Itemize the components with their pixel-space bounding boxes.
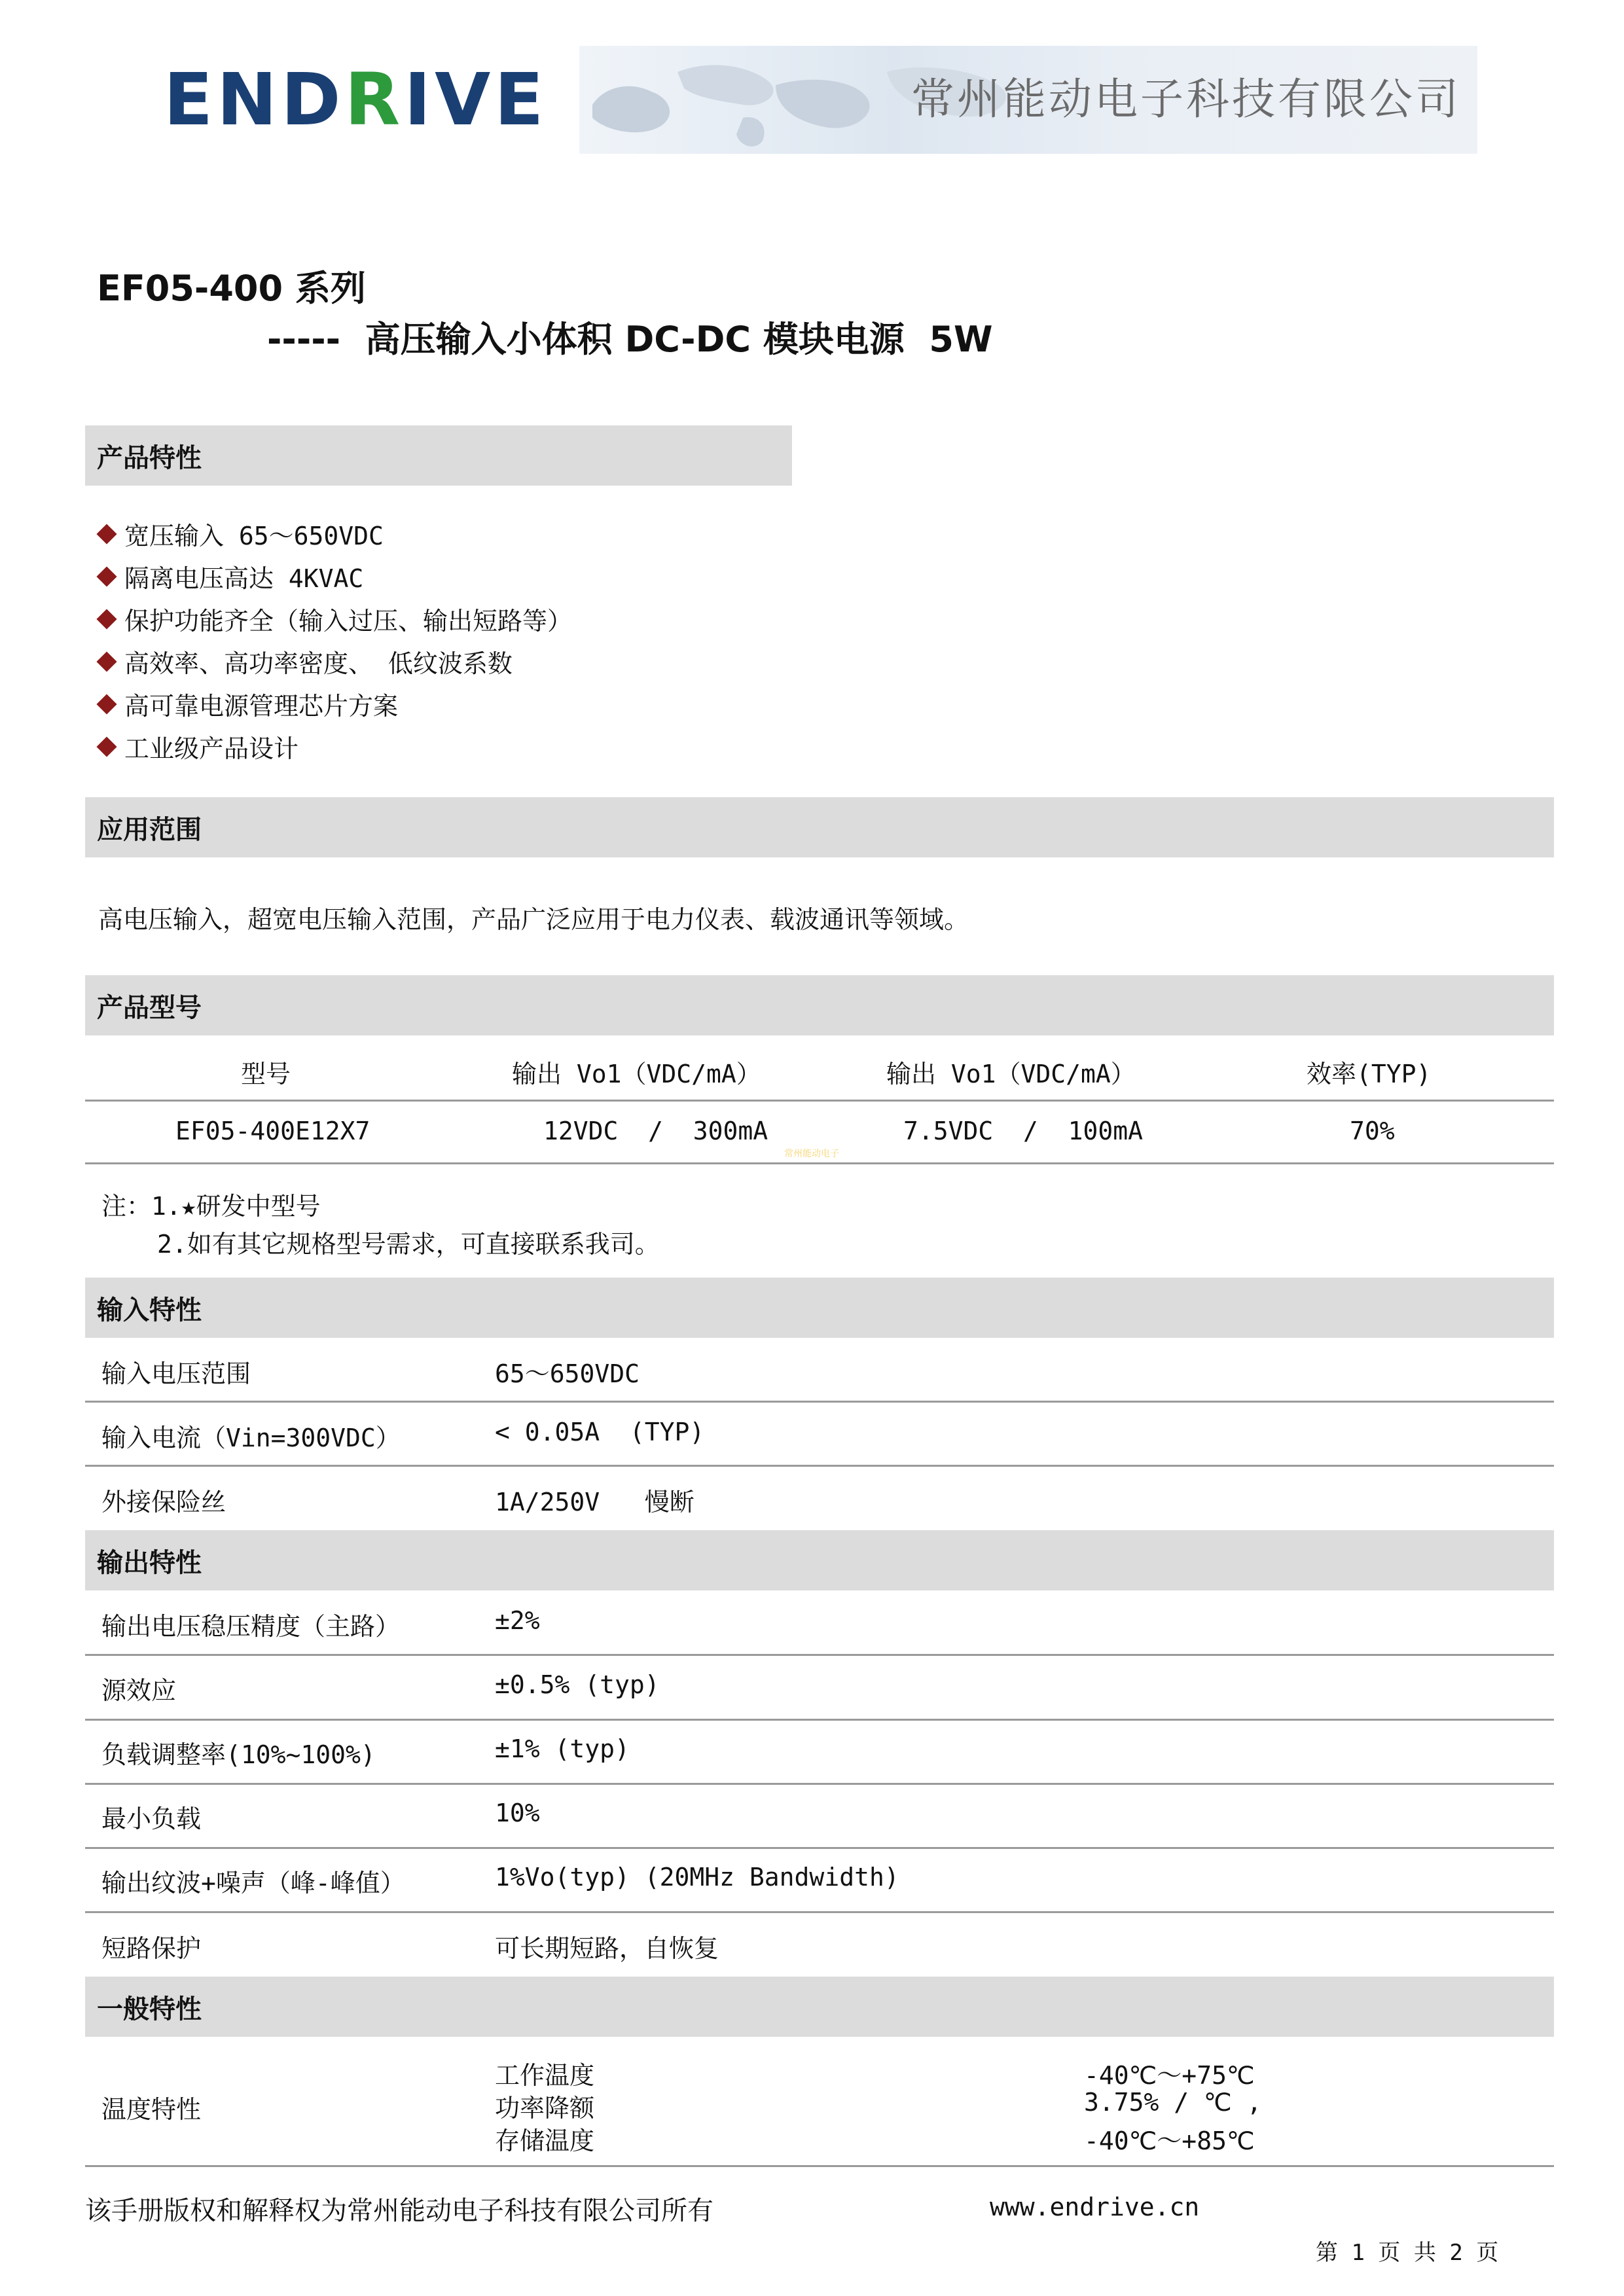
spec-label: 输出电压稳压精度（主路） bbox=[101, 1612, 401, 1641]
models-note-1: 注：1.★研发中型号 bbox=[101, 1192, 321, 1221]
divider bbox=[85, 1654, 1554, 1656]
divider bbox=[85, 1100, 1554, 1102]
section-output-heading: 输出特性 bbox=[85, 1530, 1554, 1590]
section-models-heading: 产品型号 bbox=[85, 975, 1554, 1035]
model-cell: 70% bbox=[1350, 1117, 1395, 1145]
divider bbox=[85, 1401, 1554, 1403]
spec-value: ±0.5% (typ) bbox=[495, 1670, 660, 1699]
footer-copyright: 该手册版权和解释权为常州能动电子科技有限公司所有 bbox=[85, 2196, 713, 2226]
bullet-diamond-icon bbox=[96, 524, 117, 544]
spec-label: 短路保护 bbox=[101, 1934, 202, 1963]
models-col-header: 输出 Vo1（VDC/mA） bbox=[512, 1060, 761, 1088]
logo-text-end: END bbox=[164, 58, 345, 141]
footer-website: www.endrive.cn bbox=[990, 2193, 1200, 2221]
divider bbox=[85, 1783, 1554, 1785]
feature-item: 工业级产品设计 bbox=[99, 728, 298, 764]
spec-value: 1A/250V 慢断 bbox=[495, 1488, 695, 1516]
spec-label: 最小负载 bbox=[101, 1804, 202, 1833]
spec-value: ±2% bbox=[495, 1606, 540, 1635]
spec-label: 源效应 bbox=[101, 1676, 177, 1705]
logo-text-ive: IVE bbox=[404, 58, 548, 141]
feature-item: 高可靠电源管理芯片方案 bbox=[99, 686, 398, 722]
section-features-heading: 产品特性 bbox=[85, 425, 792, 486]
divider bbox=[85, 1847, 1554, 1849]
section-application-heading: 应用范围 bbox=[85, 797, 1554, 857]
temp-item-value: -40℃～+85℃ bbox=[1084, 2126, 1255, 2155]
spec-label: 输入电压范围 bbox=[101, 1359, 251, 1388]
spec-value: 65～650VDC bbox=[495, 1359, 640, 1388]
section-input-heading: 输入特性 bbox=[85, 1278, 1554, 1338]
divider bbox=[85, 1162, 1554, 1164]
temp-item-name: 功率降额 bbox=[495, 2094, 595, 2123]
models-col-header: 输出 Vo1（VDC/mA） bbox=[886, 1060, 1136, 1088]
application-text: 高电压输入，超宽电压输入范围，产品广泛应用于电力仪表、载波通讯等领域。 bbox=[98, 905, 969, 934]
company-logo bbox=[164, 60, 547, 139]
spec-value: ±1% (typ) bbox=[495, 1734, 630, 1763]
model-cell: 12VDC / 300mA bbox=[543, 1117, 768, 1145]
spec-label: 负载调整率(10%~100%) bbox=[101, 1740, 376, 1769]
company-name: 常州能动电子科技有限公司 bbox=[911, 74, 1461, 124]
logo-text-r: R bbox=[344, 58, 405, 141]
divider bbox=[85, 1465, 1554, 1467]
feature-item: 宽压输入 65～650VDC bbox=[99, 516, 384, 552]
feature-item: 隔离电压高达 4KVAC bbox=[99, 558, 363, 594]
divider bbox=[85, 2165, 1554, 2167]
spec-label: 外接保险丝 bbox=[101, 1488, 226, 1516]
models-col-header: 效率(TYP) bbox=[1307, 1060, 1432, 1088]
series-title: EF05-400 系列 bbox=[97, 268, 366, 309]
temp-item-name: 存储温度 bbox=[495, 2126, 595, 2155]
spec-value: 10% bbox=[495, 1799, 540, 1827]
divider bbox=[85, 1911, 1554, 1913]
model-cell: 7.5VDC / 100mA bbox=[903, 1117, 1144, 1145]
footer-page-number: 第 1 页 共 2 页 bbox=[1316, 2240, 1499, 2266]
spec-label: 输出纹波+噪声（峰-峰值） bbox=[101, 1869, 405, 1897]
temp-item-name: 工作温度 bbox=[495, 2061, 595, 2090]
spec-label: 温度特性 bbox=[101, 2095, 202, 2124]
spec-value: 可长期短路，自恢复 bbox=[495, 1934, 719, 1963]
bullet-diamond-icon bbox=[96, 694, 117, 714]
temp-item-value: 3.75% / ℃ , bbox=[1084, 2088, 1262, 2117]
models-note-2: 2.如有其它规格型号需求，可直接联系我司。 bbox=[157, 1230, 660, 1259]
bullet-diamond-icon bbox=[96, 736, 117, 757]
feature-item: 高效率、高功率密度、 低纹波系数 bbox=[99, 643, 513, 679]
models-col-header: 型号 bbox=[241, 1060, 291, 1088]
header-banner bbox=[579, 46, 1477, 154]
product-subtitle: ----- 高压输入小体积 DC-DC 模块电源 5W bbox=[267, 319, 993, 360]
spec-value: 1%Vo(typ) (20MHz Bandwidth) bbox=[495, 1863, 899, 1892]
spec-label: 输入电流（Vin=300VDC） bbox=[101, 1424, 401, 1452]
watermark-text: 常州能动电子 bbox=[784, 1149, 839, 1159]
temp-item-value: -40℃～+75℃ bbox=[1084, 2061, 1255, 2090]
bullet-diamond-icon bbox=[96, 651, 117, 672]
model-cell: EF05-400E12X7 bbox=[175, 1117, 370, 1145]
bullet-diamond-icon bbox=[96, 609, 117, 629]
spec-value: < 0.05A (TYP) bbox=[495, 1418, 705, 1446]
bullet-diamond-icon bbox=[96, 566, 117, 586]
divider bbox=[85, 1719, 1554, 1721]
section-general-heading: 一般特性 bbox=[85, 1977, 1554, 2037]
feature-item: 保护功能齐全（输入过压、输出短路等） bbox=[99, 601, 572, 637]
